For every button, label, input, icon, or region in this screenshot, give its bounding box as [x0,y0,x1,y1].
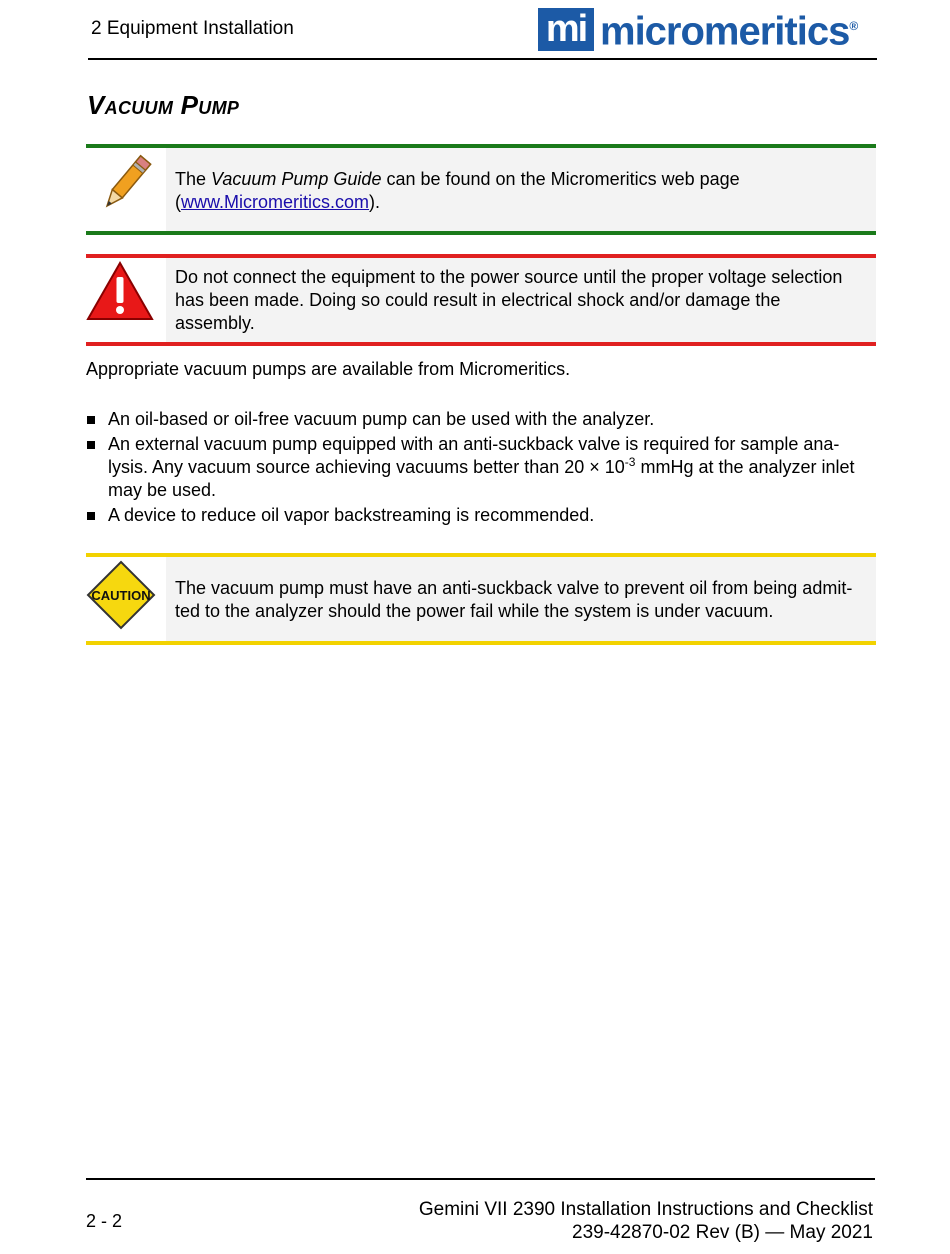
list-item: An external vacuum pump equipped with an anti-suckback valve is required for sample ana-lysis. Any vacuum source achieving vacuums better than $20 \times 10^{-3}$ mmHg at the analyzer inlet may be used. [86,433,876,502]
intro-text: Appropriate vacuum pumps are available from Micromeritics. [86,359,571,379]
header-divider [88,58,877,60]
caution-callout [86,553,876,645]
footer-divider [86,1178,875,1180]
logo-text: micromeritics® [600,9,858,54]
warning-triangle-icon [86,260,154,327]
page-number: 2 - 2 [86,1211,123,1231]
page-title: Vacuum Pump [87,90,240,120]
doc-revision: 239-42870-02 Rev (B) — May 2021 [572,1222,873,1243]
caution-text: The vacuum pump must have an anti-suckback valve to prevent oil from being admit-ted to the analyzer should the power fail while the system is under vacuum. [175,578,853,621]
micromeritics-logo [538,6,857,52]
warning-text: Do not connect the equipment to the power source until the proper voltage selection has been made. Doing so could result in electrical shock and/or damage the assembly. [175,267,843,333]
guide-name: Vacuum Pump Guide [211,169,382,189]
list-item: A device to reduce oil vapor backstreaming is recommended. [86,504,876,527]
list-item: An oil-based or oil-free vacuum pump can be used with the analyzer. [86,408,876,431]
warning-callout [86,254,876,346]
caution-sign-icon [86,560,156,635]
note-callout [86,144,876,235]
doc-title: Gemini VII 2390 Installation Instructions and Checklist [418,1199,873,1220]
micromeritics-link[interactable]: www.Micromeritics.com [181,192,370,212]
note-text: The Vacuum Pump Guide can be found on the Micromeritics web page (www.Micromeritics.com). [175,169,740,212]
logo-mark: mi [538,8,594,51]
bullet-list [86,408,876,529]
header-section-title: 2 Equipment Installation [91,18,294,39]
footer-doc-info [419,1198,873,1244]
pencil-icon [91,150,157,225]
svg-text:CAUTION: CAUTION [91,588,151,603]
